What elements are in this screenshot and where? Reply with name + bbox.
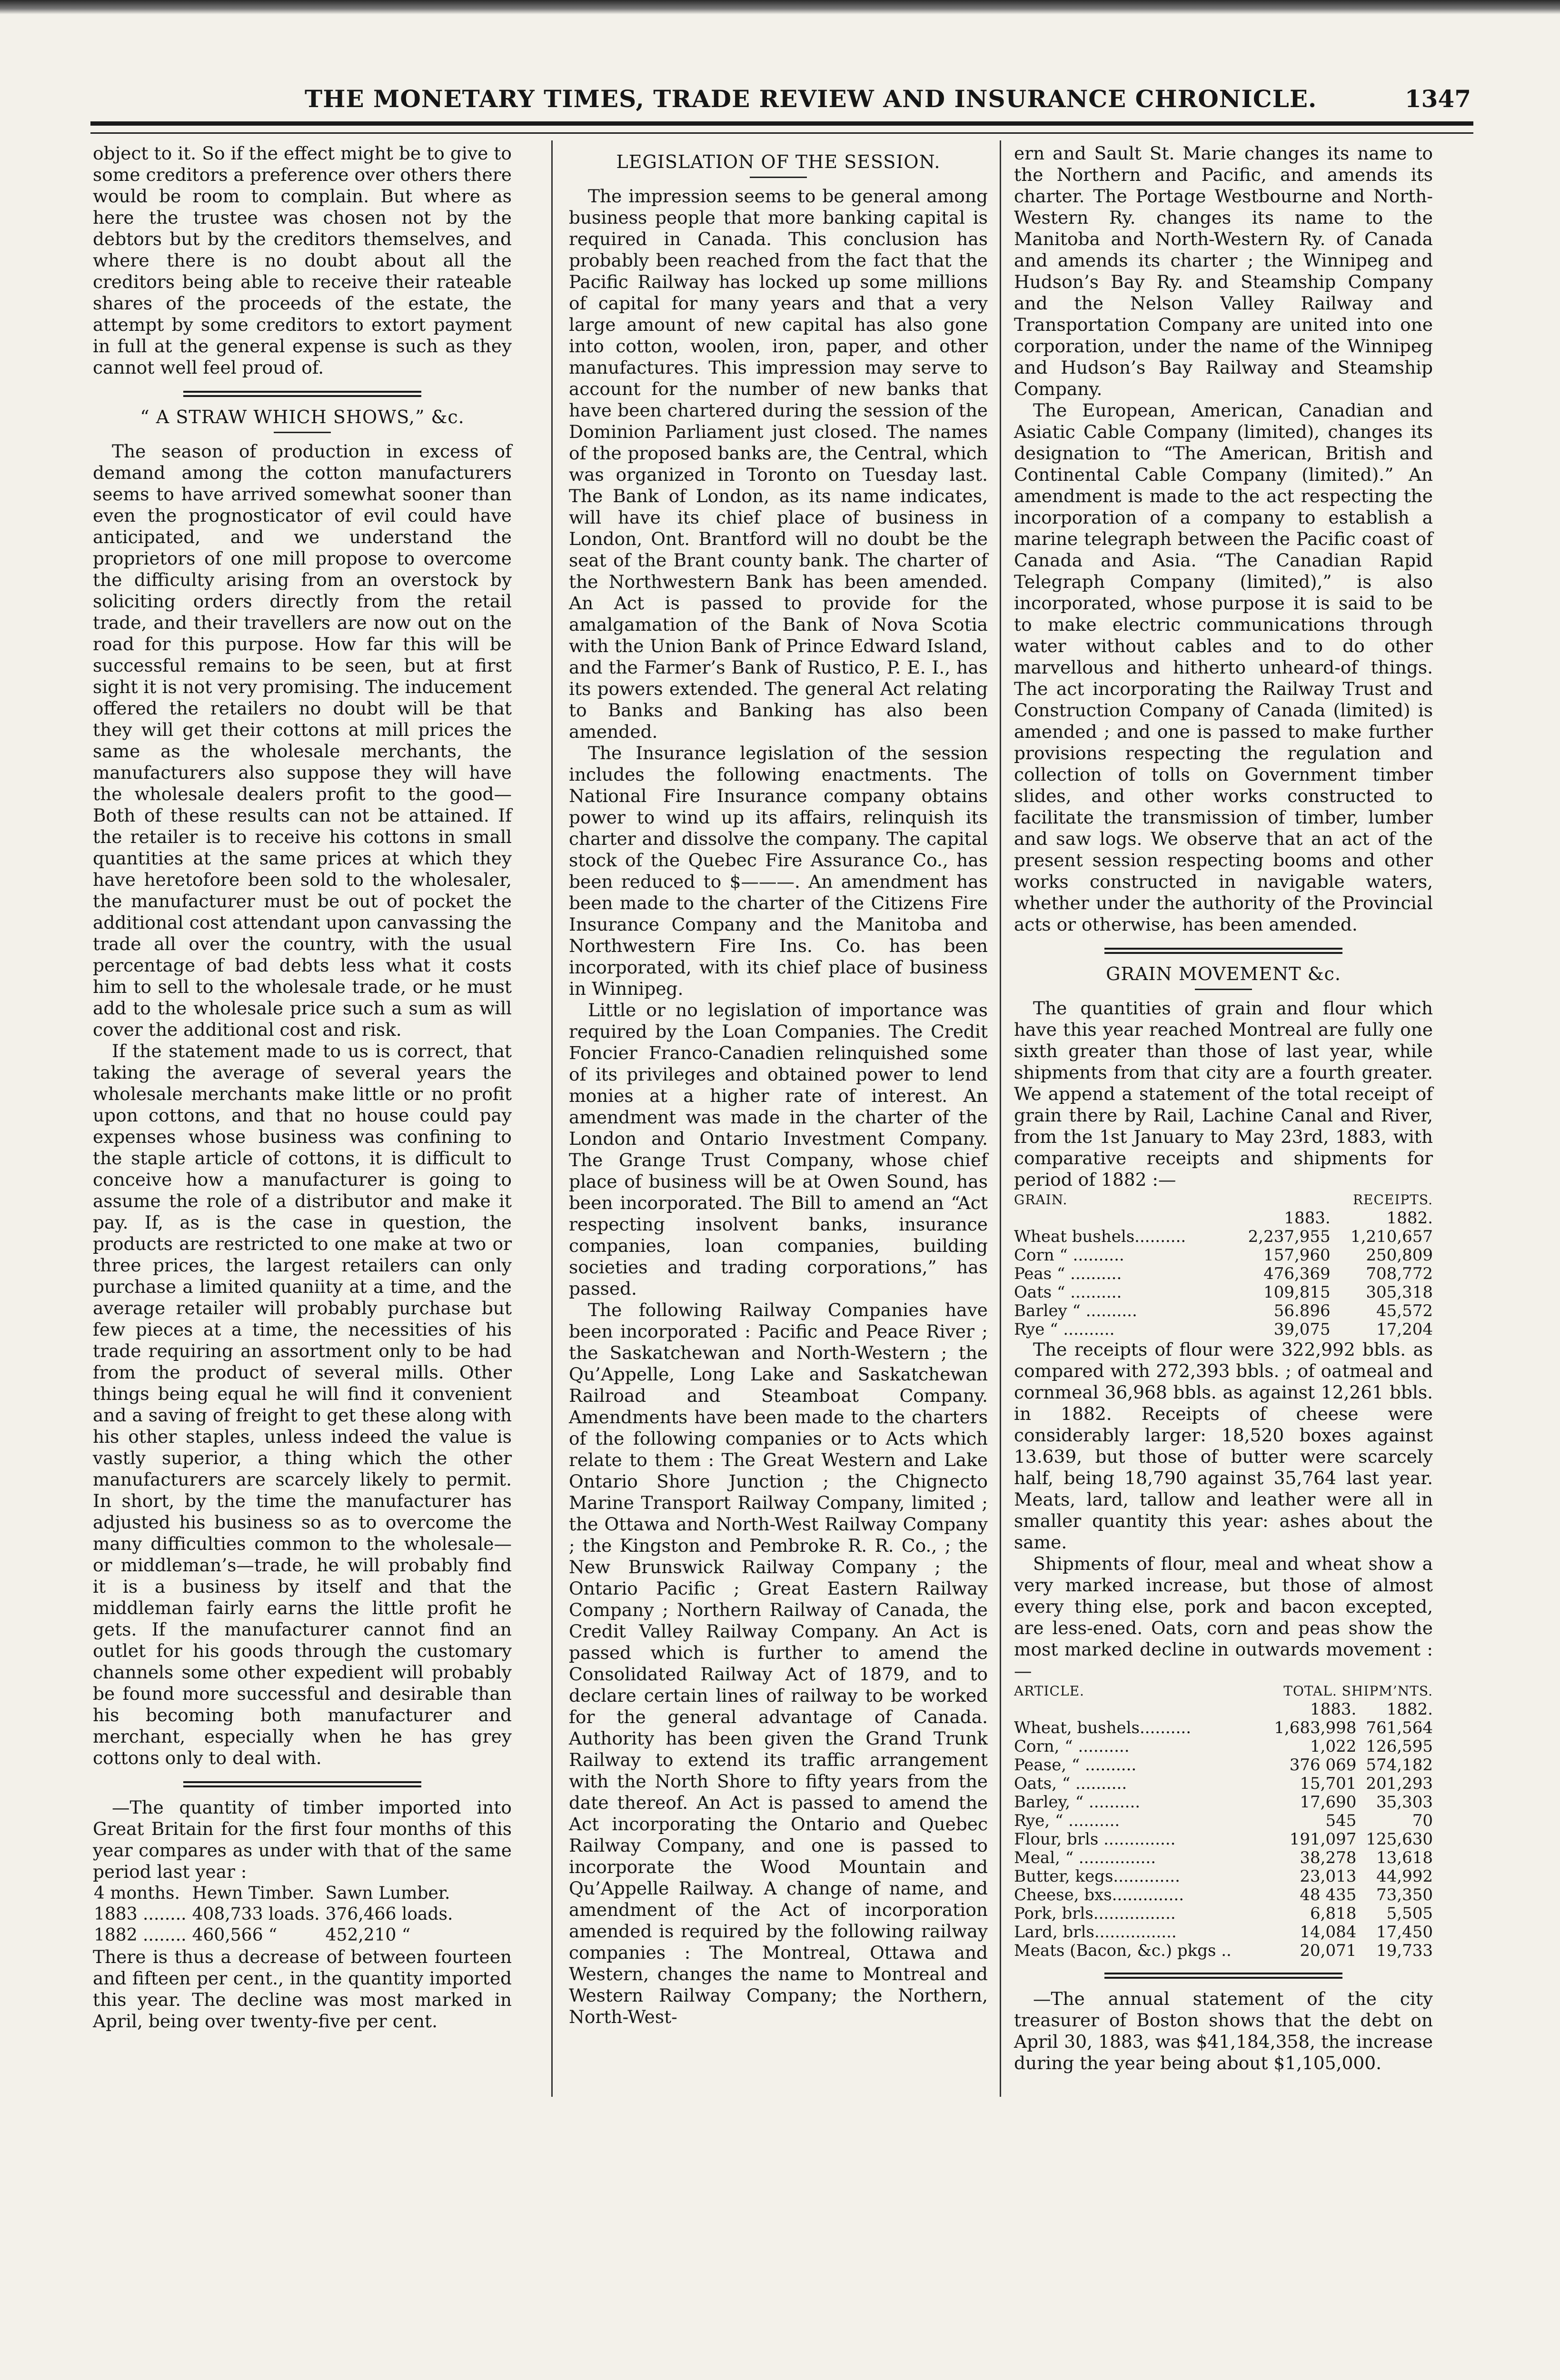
table-cell: 201,293 — [1366, 1774, 1433, 1793]
table-row — [1014, 1867, 1433, 1886]
paragraph: The following Railway Companies have been incorporated : Pacific and Peace River ; the Saskatchewan and North-Western ; the Qu’Appelle, Long Lake and Saskatchewan Railroad and Steamboat Company. Amendments have been made to the charters of the following companies or to Acts which relate to them : The Great Western and Lake Ontario Shore Junction ; the Chignecto Marine Transport Railway Company, limited ; the Ottawa and North-West Railway Company ; the Kingston and Pembroke R. R. Co., ; the New Brunswick Railway Company ; the Ontario Pacific ; Great Eastern Railway Company ; Northern Railway of Canada, the Credit Valley Railway Company. An Act is passed which is further to amend the Consolidated Railway Act of 1879, and to declare certain lines of railway to be worked for the general advantage of Canada. Authority has been given the Grand Trunk Railway to extend its traffic arrangement with the North Shore to fifty years from the date thereof. An Act is passed to amend the Act incorporating the Ontario and Quebec Railway Company, and one is passed to incorporate the Wood Mountain and Qu’Appelle Railway. A change of name, and amendment of the Act of incorporation amended is required by the following railway companies : The Montreal, Ottawa and Western, changes the name to Montreal and Western Railway Company; the Northern, North-West- — [569, 1299, 988, 2027]
article-heading: LEGISLATION OF THE SESSION. — [616, 151, 941, 172]
paragraph: The receipts of flour were 322,992 bbls. as compared with 272,393 bbls. ; of oatmeal and cornmeal 36,968 bbls. as against 12,261 bbls. in 1882. Receipts of cheese were considerably larger: 18,520 boxes against 13.639, but those of butter were scarcely half, being 18,790 against 35,764 last year. Meats, lard, tallow and leather were all in smaller quantity this year: ashes about the same. — [1014, 1339, 1433, 1553]
paragraph: The European, American, Canadian and Asiatic Cable Company (limited), changes its designation to “The American, British and Continental Cable Company (limited).” An amendment is made to the act respecting the incorporation of a company to establish a marine telegraph between the Pacific coast of Canada and Asia. “The Canadian Rapid Telegraph Company (limited),” is also incorporated, whose purpose it is said to be to make electric communications through water without cables and to do other marvellous and hitherto unheard-of things. The act incorporating the Railway Trust and Construction Company of Canada (limited) is amended ; and one is passed to make further provisions respecting the regulation and collection of tolls on Government timber slides, and other works constructed to facilitate the transmission of timber, lumber and saw logs. We observe that an act of the present session respecting booms and other works constructed in navigable waters, whether under the authority of the Provincial acts or otherwise, has been amended. — [1014, 400, 1433, 935]
table-row — [1014, 1812, 1433, 1830]
table-header: 1883. — [1310, 1700, 1357, 1719]
table-cell: 1882 ........ — [94, 1925, 187, 1945]
table-row — [1014, 1320, 1433, 1339]
table-cell: 191,097 — [1289, 1830, 1357, 1849]
table-cell: 38,278 — [1300, 1848, 1357, 1867]
table-cell: 23,013 — [1300, 1867, 1357, 1886]
table-cell: Meal, “ ............... — [1014, 1848, 1156, 1867]
table-cell: Corn, “ .......... — [1014, 1737, 1130, 1756]
timber-table — [93, 1883, 458, 1946]
shipments-table — [1014, 1682, 1433, 1960]
article-heading: GRAIN MOVEMENT &c. — [1106, 963, 1341, 984]
table-row — [1014, 1228, 1433, 1246]
table-cell: Pork, brls................ — [1014, 1904, 1176, 1923]
table-cell: 545 — [1325, 1811, 1357, 1830]
table-header: 1882. — [1386, 1700, 1433, 1719]
table-header-row — [1014, 1190, 1433, 1209]
table-cell: 17,204 — [1376, 1320, 1433, 1339]
table-row — [1014, 1737, 1433, 1756]
table-cell: 17,690 — [1300, 1793, 1357, 1812]
table-cell: Butter, kegs............. — [1014, 1867, 1180, 1886]
table-cell: 305,318 — [1366, 1283, 1433, 1302]
table-cell: Barley, “ .......... — [1014, 1793, 1141, 1812]
table-cell: 2,237,955 — [1248, 1227, 1331, 1246]
table-cell: Pease, “ .......... — [1014, 1755, 1137, 1775]
table-cell: 460,566 “ — [192, 1925, 278, 1945]
table-cell: 1,210,657 — [1350, 1227, 1433, 1246]
paragraph: —The annual statement of the city treasurer of Boston shows that the debt on April 30, 1883, was $41,184,358, the increase during the year being about $1,105,000. — [1014, 1988, 1433, 2073]
table-row — [1014, 1283, 1433, 1302]
table-cell: 15,701 — [1300, 1774, 1357, 1793]
paragraph: The impression seems to be general among business people that more banking capital is required in Canada. This conclusion has probably been reached from the fact that the Pacific Railway has locked up some millions of capital for many years and that a very large amount of new capital has also gone into cotton, woolen, iron, paper, and other manufactures. This impression may serve to account for the number of new banks that have been chartered during the session of the Dominion Parliament just closed. The names of the proposed banks are, the Central, which was organized in Toronto on Tuesday last. The Bank of London, as its name indicates, will have its chief place of business in London, Ont. Brantford will no doubt be the seat of the Brant county bank. The charter of the Northwestern Bank has been amended. An Act is passed to provide for the amalgamation of the Bank of Nova Scotia with the Union Bank of Prince Edward Island, and the Farmer’s Bank of Rustico, P. E. I., has its powers extended. The general Act relating to Banks and Banking has also been amended. — [569, 186, 988, 742]
page-header — [90, 85, 1471, 123]
heading-rule — [750, 177, 807, 178]
table-cell: Flour, brls .............. — [1014, 1830, 1176, 1849]
header-rule — [90, 121, 1473, 126]
table-cell: 45,572 — [1376, 1301, 1433, 1320]
table-row — [1014, 1719, 1433, 1737]
table-row — [1014, 1904, 1433, 1923]
table-row — [1014, 1302, 1433, 1320]
table-cell: Wheat, bushels.......... — [1014, 1718, 1192, 1737]
separator-rule — [1104, 1973, 1342, 1979]
table-cell: 19,733 — [1376, 1941, 1433, 1960]
table-header-row — [1014, 1209, 1433, 1228]
table-cell: 13,618 — [1376, 1848, 1433, 1867]
table-header: Hewn Timber. — [192, 1884, 315, 1903]
table-cell: 20,071 — [1300, 1941, 1357, 1960]
table-header: ARTICLE. — [1014, 1683, 1084, 1699]
publication-title: THE MONETARY TIMES, TRADE REVIEW AND INSURANCE CHRONICLE. — [305, 85, 1317, 113]
table-cell: Meats (Bacon, &c.) pkgs .. — [1014, 1941, 1232, 1960]
table-cell: 109,815 — [1263, 1283, 1331, 1302]
table-header: 1882. — [1386, 1209, 1433, 1228]
grain-receipts-table — [1014, 1190, 1433, 1339]
table-cell: 1,683,998 — [1274, 1718, 1357, 1737]
separator-rule — [183, 1781, 421, 1787]
paragraph: Little or no legislation of importance was required by the Loan Companies. The Credit Foncier Franco-Canadien relinquished some of its privileges and obtained power to lend monies at a higher rate of interest. An amendment was made in the charter of the London and Ontario Investment Company. The Grange Trust Company, whose chief place of business will be at Owen Sound, has been incorporated. The Bill to amend an “Act respecting insolvent banks, insurance companies, loan companies, building societies and trading corporations,” has passed. — [569, 1000, 988, 1299]
table-cell: 1,022 — [1310, 1737, 1357, 1756]
heading-rule — [274, 432, 331, 433]
table-cell: 39,075 — [1273, 1320, 1331, 1339]
table-cell: 376,466 loads. — [325, 1904, 453, 1924]
table-cell: 376 069 — [1289, 1755, 1357, 1775]
column-divider — [551, 140, 553, 2097]
table-cell: 125,630 — [1366, 1830, 1433, 1849]
table-cell: 5,505 — [1386, 1904, 1433, 1923]
paragraph: The quantities of grain and flour which have this year reached Montreal are fully one sixth greater than those of last year, while shipments from that city are a fourth greater. We append a statement of the total receipt of grain there by Rail, Lachine Canal and River, from the 1st January to May 23rd, 1883, with comparative receipts and shipments for period of 1882 :— — [1014, 998, 1433, 1190]
table-row — [1014, 1265, 1433, 1283]
table-cell: 574,182 — [1366, 1755, 1433, 1775]
table-cell: Rye “ .......... — [1014, 1320, 1115, 1339]
table-row — [1014, 1942, 1433, 1960]
separator-rule — [1104, 948, 1342, 954]
table-row — [1014, 1886, 1433, 1904]
table-cell: Rye, “ .......... — [1014, 1811, 1120, 1830]
table-header: 4 months. — [94, 1884, 180, 1903]
table-row — [1014, 1849, 1433, 1867]
paragraph: ern and Sault St. Marie changes its name to the Northern and Pacific, and amends its charter. The Portage Westbourne and North-Western Ry. changes its name to the Manitoba and North-Western Ry. of Canada and amends its charter ; the Winnipeg and Hudson’s Bay Ry. and Steamship Company and the Nelson Valley Railway and Transportation Company are united into one corporation, under the name of the Winnipeg and Hudson’s Bay Railway and Steamship Company. — [1014, 143, 1433, 399]
table-cell: Wheat bushels.......... — [1014, 1227, 1186, 1246]
table-cell: 17,450 — [1376, 1923, 1433, 1942]
table-header: Sawn Lumber. — [325, 1884, 450, 1903]
table-cell: 452,210 “ — [325, 1925, 411, 1945]
paragraph: The season of production in excess of demand among the cotton manufacturers seems to have arrived somewhat sooner than even the prognosticator of evil could have anticipated, and we understand the proprietors of one mill propose to overcome the difficulty arising from an overstock by soliciting orders directly from the retail trade, and their travellers are now out on the road for this purpose. How far this will be successful remains to be seen, but at first sight it is not very promising. The inducement offered the retailers no doubt will be that they will get their cottons at mill prices the same as the wholesale merchants, the manufacturers also suppose they will have the wholesale dealers profit to the good—Both of these results can not be attained. If the retailer is to receive his cottons in small quantities at the same prices at which they have heretofore been sold to the wholesaler, the manufacturer must be out of pocket the additional cost attendant upon canvassing the trade all over the country, with the usual percentage of bad debts less what it costs him to sell to the wholesale trade, or he must add to the wholesale price such a sum as will cover the additional cost and risk. — [93, 441, 512, 1040]
table-cell: 48 435 — [1300, 1885, 1357, 1904]
table-cell: Oats, “ .......... — [1014, 1774, 1127, 1793]
table-header-row — [94, 1884, 457, 1904]
separator-rule — [183, 391, 421, 397]
table-row — [1014, 1246, 1433, 1265]
table-cell: 761,564 — [1366, 1718, 1433, 1737]
article-heading: “ A STRAW WHICH SHOWS,” &c. — [140, 407, 465, 427]
paragraph: object to it. So if the effect might be to give to some creditors a preference over others there would be room to complain. But where as here the trustee was chosen not by the debtors but by the creditors themselves, and where there is no doubt about all the creditors being able to receive their rateable shares of the proceeds of the estate, the attempt by some creditors to extort payment in full at the general expense is such as they cannot well feel proud of. — [93, 143, 512, 378]
table-row — [1014, 1775, 1433, 1793]
paragraph: The Insurance legislation of the session includes the following enactments. The National Fire Insurance company obtains power to wind up its affairs, relinquish its charter and dissolve the company. The capital stock of the Quebec Fire Assurance Co., has been reduced to $———. An amendment has been made to the charter of the Citizens Fire Insurance Company and the Manitoba and Northwestern Fire Ins. Co. has been incorporated, with its chief place of business in Winnipeg. — [569, 743, 988, 999]
paragraph: If the statement made to us is correct, that taking the average of several years the wholesale merchants make little or no profit upon cottons, and that no house could pay expenses whose business was confining to the staple article of cottons, it is difficult to conceive how a manufacturer is going to assume the role of a distributor and make it pay. If, as is the case in question, the products are restricted to one make at two or three prices, the largest retailers can only purchase a limited quaniity at a time, and the average retailer will probably purchase but few pieces at a time, the necessities of his trade requiring an assortment only to be had from the product of several mills. Other things being equal he will find it convenient and a saving of freight to get these along with his other staples, unless indeed the value is vastly superior, a thing which the other manufacturers are scarcely likely to permit. In short, by the time the manufacturer has adjusted his business so as to overcome the many difficulties common to the wholesale—or middleman’s—trade, he will probably find it is a business by itself and that the middleman fairly earns the little profit he gets. If the manufacturer cannot find an outlet for his goods through the customary channels some other expedient will probably be found more successful and desirable than his becoming both manufacturer and merchant, especially when he has grey cottons only to deal with. — [93, 1041, 512, 1768]
table-cell: 56.896 — [1273, 1301, 1331, 1320]
table-cell: 70 — [1412, 1811, 1433, 1830]
table-cell: 35,303 — [1376, 1793, 1433, 1812]
table-cell: Cheese, bxs.............. — [1014, 1885, 1184, 1904]
paragraph: Shipments of flour, meal and wheat show a very marked increase, but those of almost every thing else, pork and bacon excepted, are less-ened. Oats, corn and peas show the most marked decline in outwards movement :— — [1014, 1553, 1433, 1681]
table-row — [1014, 1756, 1433, 1775]
table-cell: 6,818 — [1310, 1904, 1357, 1923]
table-header-row — [1014, 1700, 1433, 1719]
table-header: TOTAL. SHIPM’NTS. — [1283, 1683, 1433, 1699]
table-cell: 14,084 — [1300, 1923, 1357, 1942]
table-cell: Peas “ .......... — [1014, 1264, 1122, 1283]
table-cell: Corn “ .......... — [1014, 1246, 1124, 1265]
table-header: RECEIPTS. — [1352, 1192, 1433, 1208]
table-cell: 250,809 — [1366, 1246, 1433, 1265]
table-row — [1014, 1793, 1433, 1812]
column-left — [93, 143, 512, 2032]
column-middle — [569, 143, 988, 2028]
table-row — [94, 1904, 457, 1924]
table-cell: 708,772 — [1366, 1264, 1433, 1283]
column-divider — [1000, 140, 1001, 2097]
scan-top-edge — [0, 0, 1560, 14]
page-number: 1347 — [1404, 85, 1471, 113]
paragraph: There is thus a decrease of between fourteen and fifteen per cent., in the quantity imported this year. The decline was most marked in April, being over twenty-five per cent. — [93, 1946, 512, 2032]
table-cell: 126,595 — [1366, 1737, 1433, 1756]
header-rule-thin — [90, 132, 1473, 134]
table-row — [1014, 1830, 1433, 1849]
table-cell: 157,960 — [1263, 1246, 1331, 1265]
table-cell: 408,733 loads. — [192, 1904, 320, 1924]
table-cell: Barley “ .......... — [1014, 1301, 1137, 1320]
table-cell: 73,350 — [1376, 1885, 1433, 1904]
table-cell: 44,992 — [1376, 1867, 1433, 1886]
paragraph: —The quantity of timber imported into Great Britain for the first four months of this year compares as under with that of the same period last year : — [93, 1797, 512, 1882]
table-header-row — [1014, 1682, 1433, 1700]
table-row — [1014, 1923, 1433, 1942]
table-cell: Lard, brls................ — [1014, 1923, 1177, 1942]
table-cell: Oats “ .......... — [1014, 1283, 1122, 1302]
column-right — [1014, 143, 1433, 2074]
table-header: GRAIN. — [1014, 1192, 1068, 1208]
heading-rule — [1195, 989, 1252, 990]
table-header: 1883. — [1284, 1209, 1331, 1228]
table-cell: 476,369 — [1263, 1264, 1331, 1283]
table-row — [94, 1925, 457, 1945]
table-cell: 1883 ........ — [94, 1904, 187, 1924]
